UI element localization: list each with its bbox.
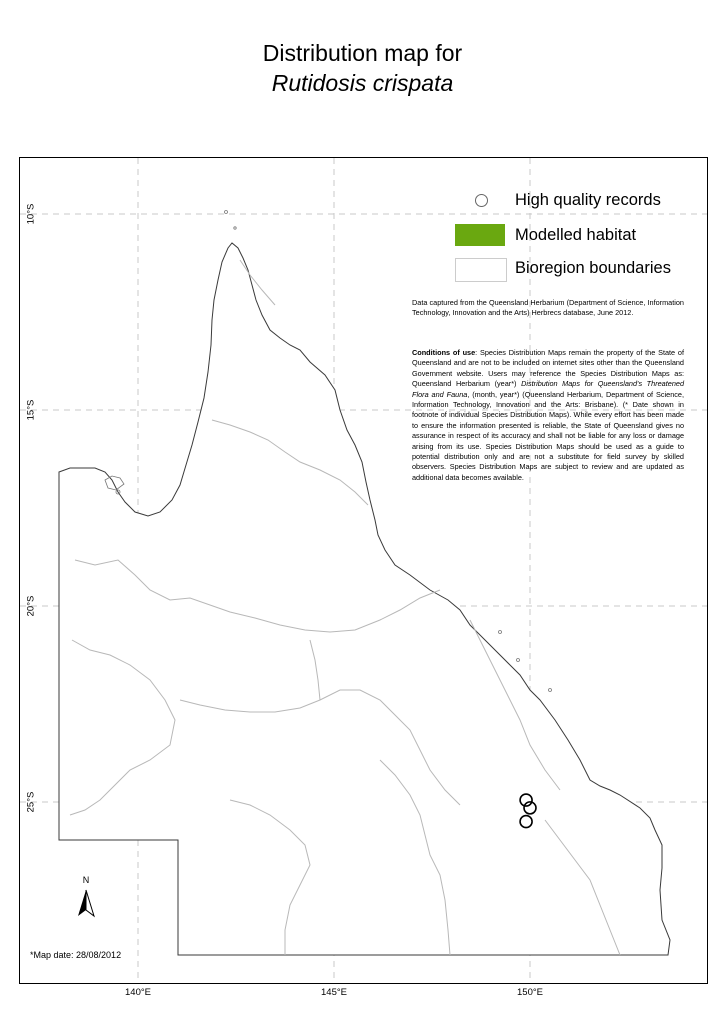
map-date: *Map date: 28/08/2012 — [30, 950, 122, 960]
tick-label-25s: 25°S — [25, 791, 37, 813]
map-title-species: Rutidosis crispata — [271, 70, 454, 96]
north-label: N — [82, 875, 90, 885]
tick-label-20s: 20°S — [25, 595, 37, 617]
tick-label-10s: 10°S — [25, 203, 37, 225]
conditions-heading: Conditions of use — [412, 348, 476, 357]
legend-item-habitat — [515, 226, 636, 245]
tick-label-150e: 150°E — [517, 987, 543, 998]
legend-label-habitat: Modelled habitat — [515, 226, 637, 244]
data-source-note: Data captured from the Queensland Herbarium (Department of Science, Information Technology, Innovation and the Arts) Herbrecs database, June 2012. — [412, 298, 684, 318]
tick-label-145e: 145°E — [321, 987, 347, 998]
tick-label-15s: 15°S — [25, 399, 37, 421]
legend-label-bioregion: Bioregion boundaries — [515, 259, 671, 277]
legend-item-records — [515, 191, 661, 210]
conditions-text-b: , (month, year*) (Queensland Herbarium, Department of Science, Information Technology, Innovation and the Arts: Brisbane). (* Date shown in footnote of individual Species Distribution Maps). While every effort has been made to ensure the information presented is reliable, the State of Queensland gives no assurance in respect of its accuracy and shall not be liable for any loss or damage arising from its use. Species Distribution Maps should be used as a guide to potential distribution only and are not a substitute for field survey by skilled observers. Species Distribution Maps are subject to review and are updated as additional data becomes available. — [412, 389, 684, 482]
tick-label-140e: 140°E — [125, 987, 151, 998]
legend-label-records: High quality records — [515, 191, 661, 209]
conditions-of-use — [412, 348, 684, 483]
legend-swatch-record-circle — [475, 194, 488, 207]
conditions-italic: Distribution Maps for Queensland's Threatened Flora and Fauna — [412, 379, 685, 399]
map-title-line1: Distribution map for — [262, 40, 463, 66]
north-arrow-icon — [74, 874, 98, 922]
legend-item-bioregion — [515, 259, 671, 278]
conditions-text-a: : Species Distribution Maps remain the property of the State of Queensland and are not to be included on internet sites other than the Queensland Government website. Users may reference the Species Distribution Maps as: Queensland Herbarium (year*) — [412, 348, 684, 389]
legend-swatch-bioregion — [455, 258, 507, 282]
legend-swatch-habitat — [455, 224, 505, 246]
